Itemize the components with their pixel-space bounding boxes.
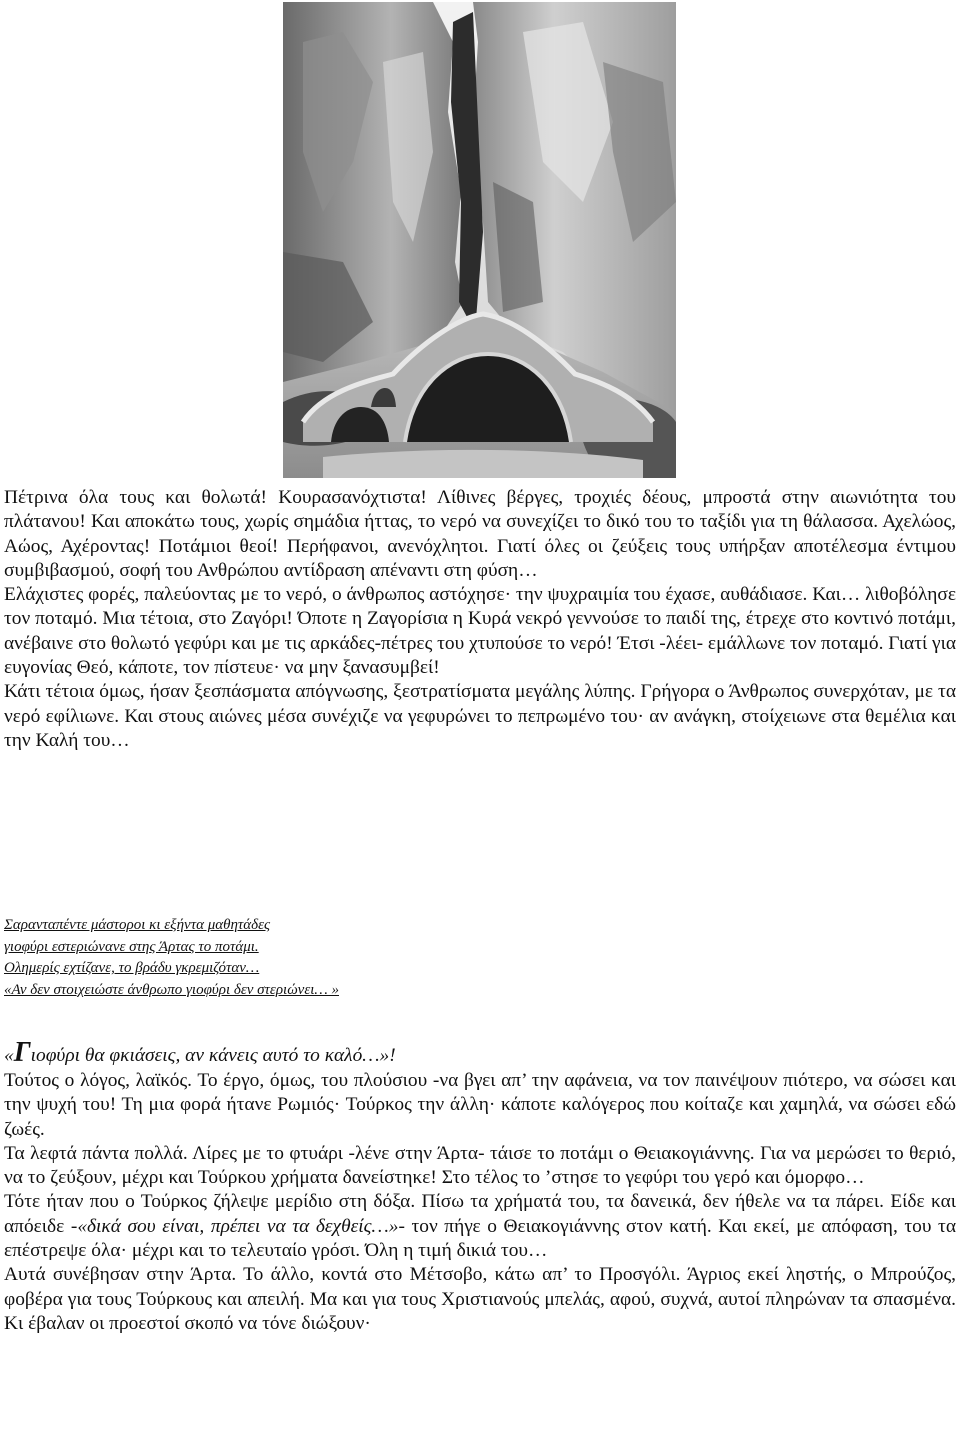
poem-line-3: Ολημερίς εχτίζανε, το βράδυ γκρεμιζόταν… <box>4 960 260 976</box>
story-paragraph-3-start: Τότε ήταν που ο Τούρκος ζήλεψε μερίδιο στη δόξα. Πίσω τα χρήματά του, τα δανεικά, δεν ήθελε να τα πάρει. Είδε και απόειδε - <box>4 1191 956 1237</box>
quote-text: ιοφύρι θα φκιάσεις, αν κάνεις αυτό το καλό…»! <box>30 1045 396 1066</box>
story-paragraph-3-quote: «δικά σου είναι, πρέπει να τα δεχθείς…» <box>77 1215 399 1237</box>
poem-line-4: «Αν δεν στοιχειώστε άνθρωπο γιοφύρι δεν στεριώνει… » <box>4 981 339 998</box>
story-paragraph-3-end: - τον πήγε ο Θειακογιάννης στον κατή. Και εκεί, με απόφαση, του τα επέστρεψε όλα· μέχρι και το τελευταίο γρόσι. Όλη η τιμή δικιά του… <box>4 1215 956 1262</box>
intro-section <box>4 486 956 753</box>
story-paragraph-2: Τα λεφτά πάντα πολλά. Λίρες με το φτυάρι -λένε στην Άρτα- τάισε το ποτάμι ο Θειακογιάννης. Για να μερώσει το θεριό, να το ζεύξουν, μέχρι και Τούρκου χρήματα δανείστηκε! Στο τέλος το ’στησε το γεφύρι του γερό και όμορφο… <box>4 1142 956 1189</box>
quote-open-mark: « <box>4 1045 14 1066</box>
quote-initial-letter: Γ <box>13 1037 31 1068</box>
intro-paragraph-3: Κάτι τέτοια όμως, ήσαν ξεσπάσματα απόγνωσης, ξεστρατίσματα μεγάλης λύπης. Γρήγορα ο Άνθρωπος συνερχόταν, με τα νερό εφίλιωνε. Και στους αιώνες μέσα συνέχιζε να γεφυρώνει το πεπρωμένο του· αν ανάγκη, στοίχειωνε στα θεμέλια και την Καλή του… <box>4 681 956 751</box>
bridge-photo-drawing <box>283 2 676 478</box>
poem-line-2: γιοφύρι εστεριώνανε στης Άρτας το ποτάμι. <box>4 938 259 955</box>
story-paragraph-3 <box>4 1190 956 1263</box>
poem-section <box>4 915 956 1001</box>
quote-line <box>4 1037 956 1069</box>
intro-paragraph-2: Ελάχιστες φορές, παλεύοντας με το νερό, ο άνθρωπος αστόχησε· την ψυχραιμία του έχασε, αυθάδιασε. Και… λιθοβόλησε τον ποταμό. Μια τέτοια, στο Ζαγόρι! Όποτε η Ζαγορίσια η Κυρά νεκρό γεννούσε το παιδί της, έτρεχε στο κοντινό ποτάμι, ανέβαινε στο θολωτό γεφύρι και με τις αρκάδες-πέτρες του χτυπούσε το νερό! Έτσι -λέει- εμάλλωνε τον ποταμό. Γιατί για ευγονίας Θεό, κάποτε, τον πίστευε· να μην ξανασυμβεί! <box>4 584 956 679</box>
poem-line-1: Σαρανταπέντε μάστοροι κι εξήντα μαθητάδες <box>4 917 271 933</box>
bridge-photo <box>283 2 676 478</box>
story-paragraph-1: Τούτος ο λόγος, λαϊκός. Το έργο, όμως, του πλούσιου -να βγει απ’ την αφάνεια, να τον παινέψουν πιότερο, να σώσει και την ψυχή του! Τη μια φορά ήτανε Ρωμιός· Τούρκος την άλλη· κάποτε καλόγερος που κοίταζε και χαμηλά, να σώσει εδώ ζωές. <box>4 1070 956 1140</box>
story-section <box>4 1037 956 1336</box>
story-paragraph-4: Αυτά συνέβησαν στην Άρτα. Το άλλο, κοντά στο Μέτσοβο, κάτω απ’ το Προσγόλι. Άγριος εκεί ληστής, ο Μπρούζος, φοβέρα για τους Τούρκους και απειλή. Μα και για τους Χριστιανούς μπελάς, αφού, συχνά, αυτοί πληρώναν τα σπασμένα. Κι έβαλαν οι προεστοί σκοπό να τόνε διώξουν· <box>4 1264 956 1334</box>
intro-paragraph-1: Πέτρινα όλα τους και θολωτά! Κουρασανόχτιστα! Λίθινες βέργες, τροχιές δέους, μπροστά στην αιωνιότητα του πλάτανου! Και αποκάτω τους, χωρίς σημάδια ήττας, το νερό να συνεχίζει το δικό του το ταξίδι για τη θάλασσα. Αχελώος, Αώος, Αχέροντας! Ποτάμιοι θεοί! Περήφανοι, ανενόχλητοι. Γιατί όλες οι ζεύξεις τους υπήρξαν αποτέλεσμα έντιμου συμβιβασμού, σοφή του Ανθρώπου αντίδραση απέναντι στη φύση… <box>4 487 956 581</box>
